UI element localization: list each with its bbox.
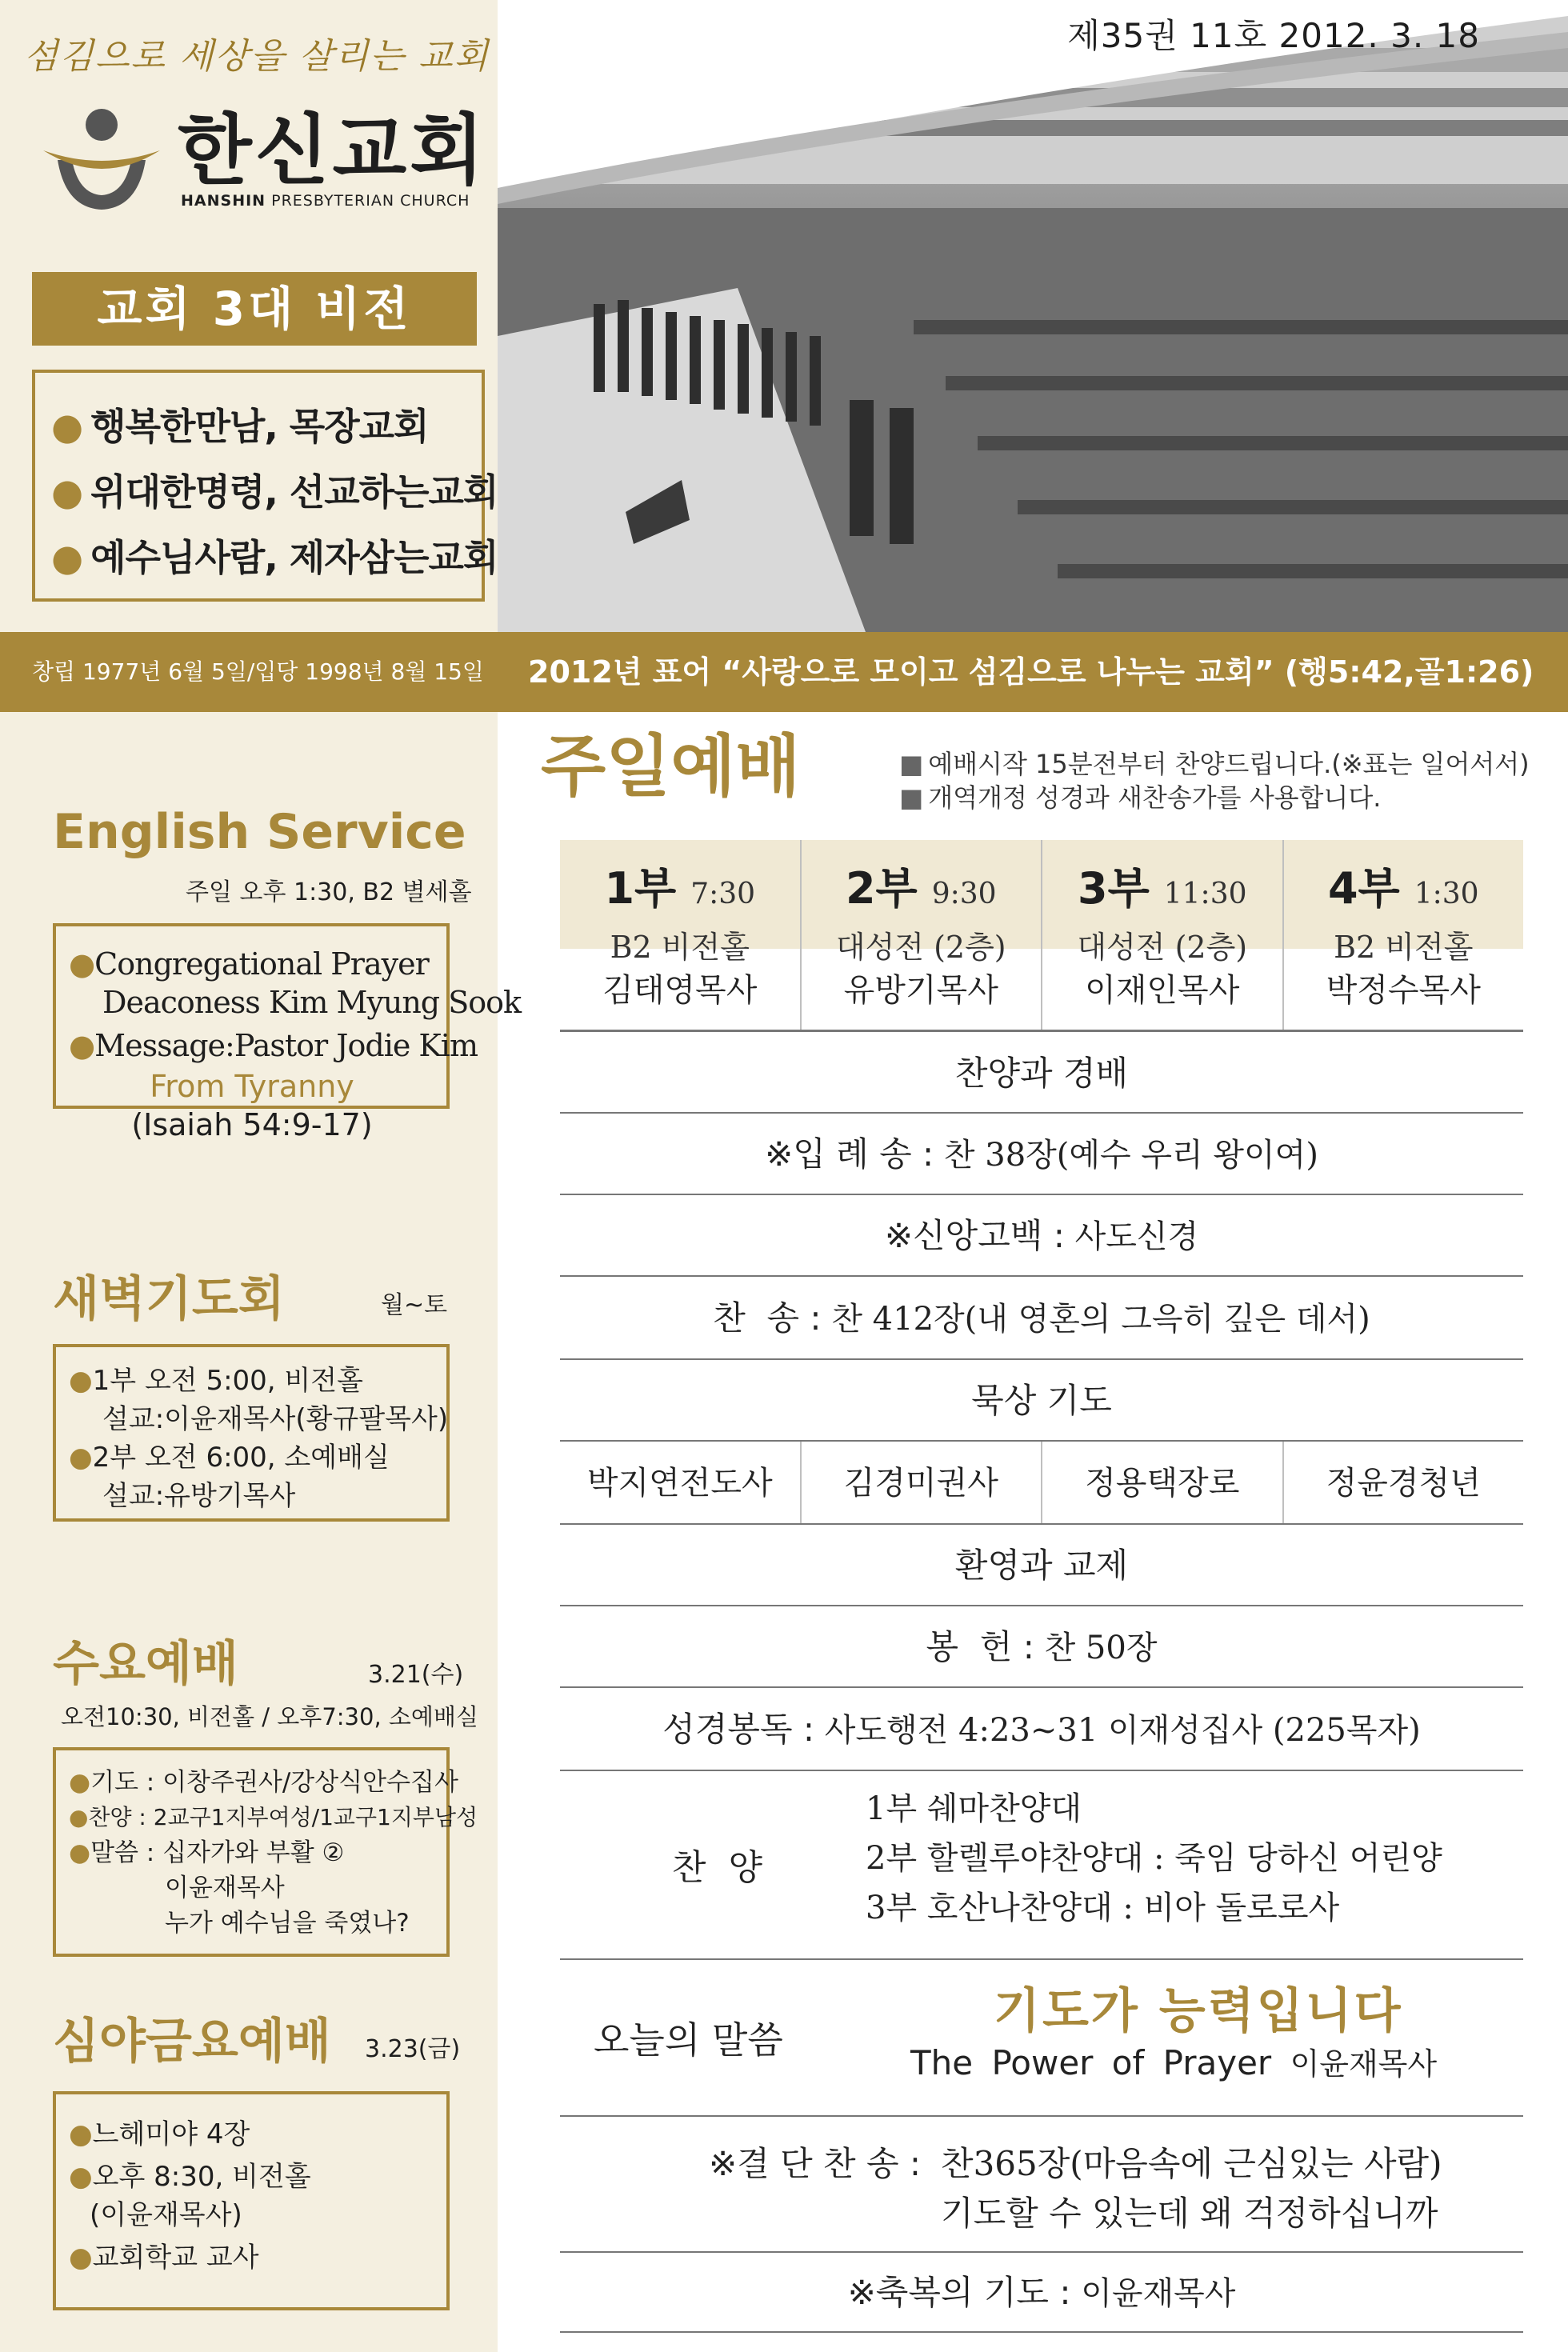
wednesday-service-date: 3.21(수) [368,1661,464,1689]
order-praise-worship: 찬양과 경배 [560,1034,1523,1114]
vision-item: ● 위대한명령, 선교하는교회 [51,470,498,514]
order-benediction: ※축복의 기도 : 이윤재목사 [560,2253,1523,2333]
wednesday-service-box [53,1747,478,1957]
year-motto: 2012년 표어 “사랑으로 모이고 섬김으로 나누는 교회” (행5:42,골1:26) [528,654,1534,690]
service-preacher: 유방기목사 [800,949,1042,1030]
service-column: 3부 11:30 대성전 (2층) [1041,840,1282,949]
brand-panel [0,0,498,632]
wednesday-line: ●찬양 : 2교구1지부여성/1교구1지부남성 [69,1804,478,1830]
dawn-prayer-title: 새벽기도회 [53,1271,285,1327]
choir-item: 3부 호산나찬양대 : 비아 돌로로사 [866,1890,1340,1926]
church-name: 한신교회 [178,106,487,195]
service-column: 2부 9:30 대성전 (2층) [800,840,1042,949]
order-welcome: 환영과 교제 [560,1525,1523,1606]
dawn-prayer-days: 월~토 [381,1291,448,1319]
vision-item: ● 행복한만남, 목장교회 [51,405,429,448]
service-preacher-row [560,949,1523,1032]
vision-item: ● 예수님사람, 제자삼는교회 [51,536,498,579]
friday-line: ●오후 8:30, 비전홀 [69,2161,311,2193]
vision-list [32,370,498,602]
order-offering: 봉 헌 : 찬 50장 [560,1606,1523,1688]
wednesday-line: ●말씀 : 십자가와 부활 ② [69,1838,345,1867]
sidebar [0,712,522,2352]
english-service-line: Deaconess Kim Myung Sook [102,985,522,1020]
sermon-preacher: 이윤재목사 [1290,2046,1438,2082]
english-service-note: 주일 오후 1:30, B2 별세홀 [186,878,472,906]
english-service-title: English Service [53,804,466,860]
service-schedule-header [560,840,1523,965]
church-logo-icon [42,104,162,216]
order-prayer-leaders [560,1442,1523,1525]
notice-line: ■ 개역개정 성경과 새찬송가를 사용합니다. [899,782,1382,813]
friday-line: (이윤재목사) [90,2199,242,2231]
english-service-line: ●Congregational Prayer [69,946,429,982]
order-entrance-hymn: ※입 례 송 : 찬 38장(예수 우리 왕이여) [560,1114,1523,1195]
english-sermon-scripture: (Isaiah 54:9-17) [131,1107,373,1142]
choir-item: 1부 쉐마찬양대 [866,1790,1082,1827]
church-slogan: 섬김으로 세상을 살리는 교회 [24,36,490,77]
english-sermon-title: From Tyranny [150,1069,354,1104]
service-preacher: 김태영목사 [602,972,758,1009]
service-schedule-table [560,840,1523,1032]
friday-line: ●교회학교 교사 [69,2242,259,2274]
prayer-leader: 정용택장로 [1041,1442,1282,1523]
photo-illustration [498,0,1568,632]
service-preacher: 박정수목사 [1282,949,1524,1030]
order-creed: ※신앙고백 : 사도신경 [560,1195,1523,1277]
wednesday-service-title: 수요예배 [53,1636,238,1692]
motto-band [0,632,1568,712]
choir-item: 2부 할렐루야찬양대 : 죽임 당하신 어린양 [866,1840,1442,1877]
closing-hymn-subtitle: 기도할 수 있는데 왜 걱정하십니까 [941,2194,1438,2233]
friday-line: ●느헤미야 4장 [69,2118,250,2150]
friday-service-title: 심야금요예배 [53,2014,331,2070]
wednesday-service-note: 오전10:30, 비전홀 / 오후7:30, 소예배실 [61,1703,478,1730]
prayer-leader: 박지연전도사 [586,1465,773,1502]
friday-service-date: 3.23(금) [365,2035,461,2063]
closing-hymn-value: 찬365장(마음속에 근심있는 사람) [941,2144,1442,2183]
order-silent-prayer: 묵상 기도 [560,1360,1523,1442]
order-hymn: 찬 송 : 찬 412장(내 영혼의 그윽히 깊은 데서) [560,1277,1523,1360]
sermon-title: 기도가 능력입니다 [994,1983,1403,2039]
church-name-english-rest: PRESBYTERIAN CHURCH [271,192,470,210]
issue-number: 제35권 11호 2012. 3. 18 [1067,16,1480,55]
dawn-prayer-line: 설교:유방기목사 [102,1480,296,1512]
wednesday-line: 누가 예수님을 죽였나? [165,1909,410,1938]
dawn-prayer-box [53,1344,450,1522]
english-service-line: ●Message:Pastor Jodie Kim [69,1028,478,1063]
service-preacher: 이재인목사 [1041,949,1282,1030]
choir-label: 찬 양 [672,1847,762,1888]
prayer-leader: 김경미권사 [800,1442,1042,1523]
founding-date: 창립 1977년 6월 5일/입당 1998년 8월 15일 [32,658,484,685]
english-service-box [53,923,522,1142]
bulletin-header [0,0,1568,632]
friday-service-box [53,2091,450,2310]
church-name-english-bold: HANSHIN [181,192,266,210]
order-scripture-reading: 성경봉독 : 사도행전 4:23~31 이재성집사 (225목자) [560,1688,1523,1771]
church-name-english [181,192,470,210]
dawn-prayer-line: 설교:이윤재목사(황규팔목사) [102,1403,449,1435]
congregation-photo [498,0,1568,632]
service-column: 1부 7:30 B2 비전홀 [604,863,756,965]
prayer-leader: 정윤경청년 [1282,1442,1524,1523]
sermon-english-title: The Power of Prayer 이윤재목사 [910,2043,1438,2082]
wednesday-line: ●기도 : 이창주권사/강상식안수집사 [69,1768,458,1797]
sermon-label: 오늘의 말씀 [594,2018,783,2062]
sunday-service-title: 주일예배 [541,727,801,806]
service-column: 4부 1:30 B2 비전홀 [1282,840,1524,949]
dawn-prayer-line: ●1부 오전 5:00, 비전홀 [69,1365,363,1397]
choir-list [866,1784,1442,1933]
notice-line: ■ 예배시작 15분전부터 찬양드립니다.(※표는 일어서서) [899,749,1530,779]
dawn-prayer-line: ●2부 오전 6:00, 소예배실 [69,1442,390,1474]
closing-hymn-label: ※결 단 찬 송 : [709,2144,922,2183]
vision-title: 교회 3대 비전 [32,272,477,346]
wednesday-line: 이윤재목사 [165,1874,285,1902]
